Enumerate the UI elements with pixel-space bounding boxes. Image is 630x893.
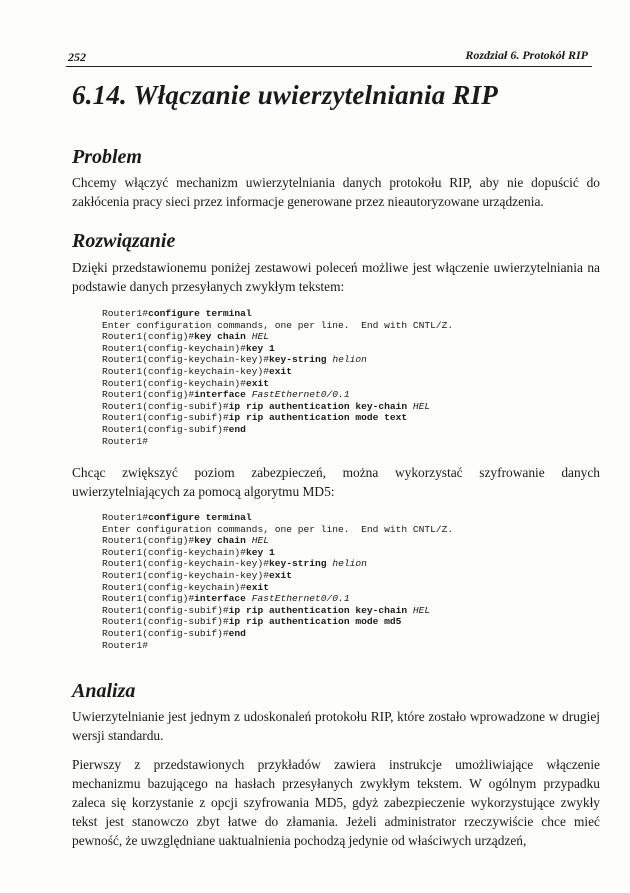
code-cmd: exit	[268, 365, 292, 377]
running-head: Rozdział 6. Protokół RIP	[465, 48, 588, 62]
code-cmd: key 1	[245, 546, 275, 558]
code-prompt: Router1(config-subif)#	[102, 616, 229, 628]
code-cmd: interface	[194, 593, 252, 605]
code-prompt: Router1#	[102, 512, 149, 523]
code-prompt: Router1(config-keychain)#	[102, 377, 246, 389]
code-cmd: interface	[194, 389, 252, 401]
code-line	[102, 343, 453, 355]
code-cmd: configure terminal	[148, 308, 252, 319]
code-arg: helion	[332, 354, 367, 366]
code-cmd: ip rip authentication mode md5	[228, 616, 402, 628]
code-prompt: Router1(config-subif)#	[102, 627, 229, 639]
code-prompt: Router1#	[102, 308, 149, 319]
page-header	[66, 44, 592, 67]
code-prompt: Router1(config-keychain-key)#	[102, 365, 269, 377]
code-line	[102, 616, 453, 628]
code-cmd: exit	[245, 377, 269, 389]
code-prompt: Router1#	[102, 639, 149, 651]
code-cmd: ip rip authentication key-chain	[228, 400, 413, 412]
code-prompt: Router1(config-subif)#	[102, 423, 229, 435]
code-arg: HEL	[412, 400, 431, 412]
code-line	[102, 354, 453, 366]
code-prompt: Router1(config)#	[102, 389, 195, 401]
code-arg: FastEthernet0/0.1	[251, 389, 350, 401]
code-cmd: end	[228, 423, 246, 435]
code-line	[102, 412, 453, 424]
code-arg: HEL	[412, 604, 431, 616]
code-prompt: Enter configuration commands, one per line. End with CNTL/Z.	[102, 319, 454, 331]
page-number: 252	[68, 50, 86, 64]
code-line	[102, 628, 453, 640]
problem-heading: Problem	[72, 146, 142, 168]
code-line	[102, 424, 453, 436]
solution-intro: Dzięki przedstawionemu poniżej zestawowi poleceń możliwe jest włączenie uwierzytelniania na podstawie danych przesyłanych zwykłym tekstem:	[72, 260, 600, 294]
code-line	[102, 378, 453, 390]
code-cmd: ip rip authentication key-chain	[228, 604, 413, 616]
solution-middle: Chcąc zwiększyć poziom zabezpieczeń, można wykorzystać szyfrowanie danych uwierzytelniających za pomocą algorytmu MD5:	[72, 465, 600, 499]
section-title: 6.14. Włączanie uwierzytelniania RIP	[72, 80, 499, 110]
code-cmd: key chain	[194, 331, 252, 343]
code-listing-md5	[102, 512, 453, 651]
code-listing-plaintext	[102, 308, 453, 447]
code-line	[102, 320, 453, 332]
code-line	[102, 558, 453, 570]
solution-heading: Rozwiązanie	[72, 230, 176, 252]
code-prompt: Router1(config)#	[102, 535, 195, 547]
code-arg: FastEthernet0/0.1	[251, 593, 350, 605]
code-cmd: exit	[268, 569, 292, 581]
code-prompt: Enter configuration commands, one per line. End with CNTL/Z.	[102, 523, 454, 535]
code-line	[102, 535, 453, 547]
code-prompt: Router1(config-subif)#	[102, 412, 229, 424]
code-prompt: Router1(config)#	[102, 593, 195, 605]
code-line	[102, 308, 453, 320]
code-arg: HEL	[251, 331, 269, 343]
code-prompt: Router1#	[102, 435, 149, 447]
code-line	[102, 570, 453, 582]
code-line	[102, 436, 453, 448]
code-cmd: key-string	[268, 354, 333, 366]
code-cmd: ip rip authentication mode text	[228, 412, 408, 424]
code-prompt: Router1(config)#	[102, 331, 195, 343]
code-cmd: exit	[245, 581, 269, 593]
code-cmd: key-string	[268, 558, 333, 570]
code-arg: HEL	[251, 535, 269, 547]
code-cmd: key chain	[194, 535, 252, 547]
code-prompt: Router1(config-keychain-key)#	[102, 558, 269, 570]
analysis-paragraph-1: Uwierzytelnianie jest jednym z udoskonaleń protokołu RIP, które zostało wprowadzone w drugiej wersji standardu.	[72, 709, 600, 743]
code-arg: helion	[332, 558, 367, 570]
code-line	[102, 331, 453, 343]
code-prompt: Router1(config-subif)#	[102, 400, 229, 412]
code-prompt: Router1(config-keychain-key)#	[102, 569, 269, 581]
code-cmd: end	[228, 627, 246, 639]
analysis-heading: Analiza	[72, 680, 136, 702]
code-prompt: Router1(config-keychain)#	[102, 581, 246, 593]
code-line	[102, 389, 453, 401]
code-line	[102, 547, 453, 559]
code-line	[102, 512, 453, 524]
code-cmd: key 1	[245, 342, 275, 354]
code-cmd: configure terminal	[148, 512, 252, 523]
code-line	[102, 582, 453, 594]
problem-text: Chcemy włączyć mechanizm uwierzytelniania danych protokołu RIP, aby nie dopuścić do zakłócenia pracy sieci przez informacje generowane przez nieautoryzowane urządzenia.	[72, 175, 600, 209]
code-line	[102, 640, 453, 652]
code-line	[102, 605, 453, 617]
code-prompt: Router1(config-subif)#	[102, 604, 229, 616]
code-prompt: Router1(config-keychain)#	[102, 342, 246, 354]
code-prompt: Router1(config-keychain-key)#	[102, 354, 269, 366]
code-line	[102, 401, 453, 413]
code-prompt: Router1(config-keychain)#	[102, 546, 246, 558]
analysis-paragraph-2: Pierwszy z przedstawionych przykładów zawiera instrukcje umożliwiające włączenie mechanizmu bazującego na hasłach przesyłanych zwykłym tekstem. W ogólnym przypadku zaleca się korzystanie z opcji szyfrowania MD5, gdyż zabezpieczenie wykorzystujące zwykły tekst jest stanowczo zbyt łatwe do złamania. Jeżeli administrator rzeczywiście chce mieć pewność, że uwzględniane uaktualnienia pochodzą jedynie od właściwych urządzeń,	[72, 757, 600, 848]
code-line	[102, 524, 453, 536]
code-line	[102, 366, 453, 378]
code-line	[102, 593, 453, 605]
